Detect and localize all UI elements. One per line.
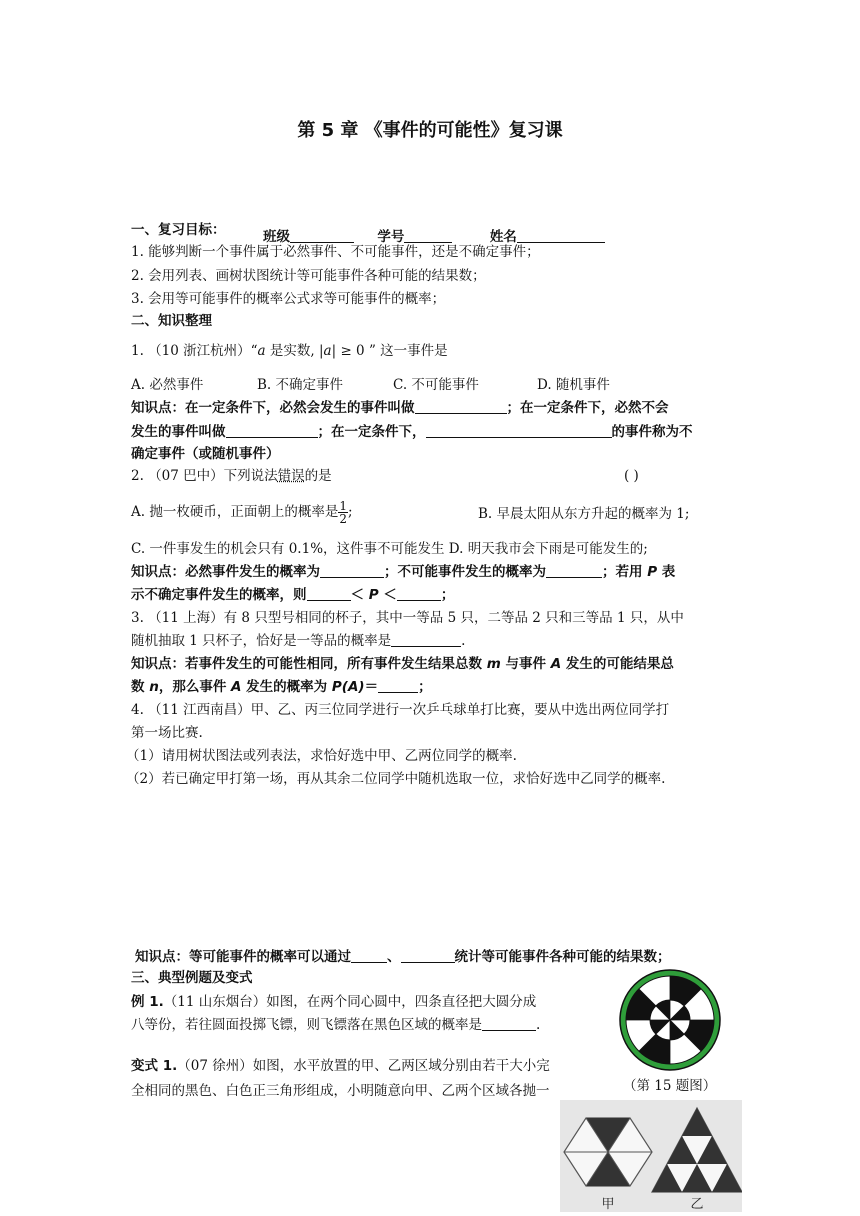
question-2-options-cd: C. 一件事发生的机会只有 0.1%，这件事不可能发生 D. 明天我市会下雨是可能发生的; — [131, 541, 648, 557]
option-b: B. 不确定事件 — [257, 377, 344, 393]
number-label: 学号 — [377, 229, 405, 245]
figure-caption: （第 15 题图） — [623, 1078, 717, 1094]
question-4-part1: （1）请用树状图法或列表法，求恰好选中甲、乙两位同学的概率. — [126, 748, 517, 764]
goal-3: 3. 会用等可能事件的概率公式求等可能事件的概率； — [131, 291, 446, 307]
question-4-line1: 4. （11 江西南昌）甲、乙、丙三位同学进行一次乒乓球单打比赛，要从中选出两位同学打 — [131, 702, 670, 718]
knowledge-2-line1: 知识点：必然事件发生的概率为 ；不可能事件发生的概率为 ；若用 P 表 — [131, 564, 676, 580]
variant-1-line2: 全相同的黑色、白色正三角形组成，小明随意向甲、乙两个区域各抛一 — [131, 1083, 550, 1099]
section2-heading: 二、知识整理 — [131, 313, 212, 329]
question-3-line1: 3. （11 上海）有 8 只型号相同的杯子，其中一等品 5 只，二等品 2 只和三等品 1 只，从中 — [131, 610, 684, 626]
option-d: D. 随机事件 — [537, 377, 610, 393]
goal-1: 1. 能够判断一个事件属于必然事件、不可能事件，还是不确定事件； — [131, 244, 540, 260]
triangle-regions-figure — [560, 1100, 742, 1212]
option-a: A. 必然事件 — [131, 377, 204, 393]
page-title: 第 5 章 《事件的可能性》复习课 — [297, 120, 563, 141]
goal-2: 2. 会用列表、画树状图统计等可能事件各种可能的结果数； — [131, 268, 486, 284]
knowledge-1-line3: 确定事件（或随机事件） — [131, 446, 280, 462]
variant-1-line1: 变式 1.（07 徐州）如图，水平放置的甲、乙两区域分别由若干大小完 — [131, 1058, 550, 1074]
knowledge-1-line2: 发生的事件叫做 ；在一定条件下， 的事件称为不 — [131, 424, 693, 440]
option-c: C. 不可能事件 — [393, 377, 479, 393]
name-label: 姓名 — [489, 229, 517, 245]
dartboard-figure — [618, 968, 722, 1072]
question-3-line2: 随机抽取 1 只杯子，恰好是一等品的概率是 . — [131, 633, 466, 649]
question-4-line2: 第一场比赛. — [131, 725, 203, 741]
question-2-option-b: B. 早晨太阳从东方升起的概率为 1; — [478, 506, 690, 522]
example-1-line1: 例 1.（11 山东烟台）如图，在两个同心圆中，四条直径把大圆分成 — [131, 994, 537, 1010]
fraction-one-half: $\frac{1}{2}$ — [339, 499, 347, 526]
label-jia: 甲 — [601, 1197, 615, 1212]
knowledge-2-line2: 示不确定事件发生的概率，则 ＜ P ＜ ； — [131, 587, 455, 603]
knowledge-3-line1: 知识点：若事件发生的可能性相同，所有事件发生结果总数 m 与事件 A 发生的可能结果总 — [131, 656, 674, 672]
class-label: 班级 — [263, 229, 290, 245]
knowledge-4-line: 知识点：等可能事件的概率可以通过 、 统计等可能事件各种可能的结果数； — [135, 949, 671, 965]
section1-heading: 一、复习目标： — [131, 222, 226, 238]
label-yi: 乙 — [690, 1197, 704, 1212]
knowledge-1-line1: 知识点：在一定条件下，必然会发生的事件叫做 ；在一定条件下，必然不会 — [131, 400, 669, 416]
section3-heading: 三、典型例题及变式 — [131, 970, 253, 986]
question-2-option-a: A. 抛一枚硬币，正面朝上的概率是 $\frac{1}{2}$ ; — [131, 499, 353, 526]
question-1-options — [131, 374, 610, 396]
question-1-stem: 1. （10 浙江杭州）“a 是实数, |a| ≥ 0 ” 这一事件是 — [131, 343, 448, 359]
question-2-stem: 2. （07 巴中）下列说法错误的是 — [131, 468, 332, 484]
knowledge-3-line2: 数 n，那么事件 A 发生的概率为 P(A)＝ ； — [131, 679, 432, 695]
answer-paren: ( ) — [624, 468, 639, 484]
question-4-part2: （2）若已确定甲打第一场，再从其余二位同学中随机选取一位，求恰好选中乙同学的概率. — [126, 771, 666, 787]
example-1-line2: 八等份，若往圆面投掷飞镖，则飞镖落在黑色区域的概率是 . — [131, 1017, 541, 1033]
